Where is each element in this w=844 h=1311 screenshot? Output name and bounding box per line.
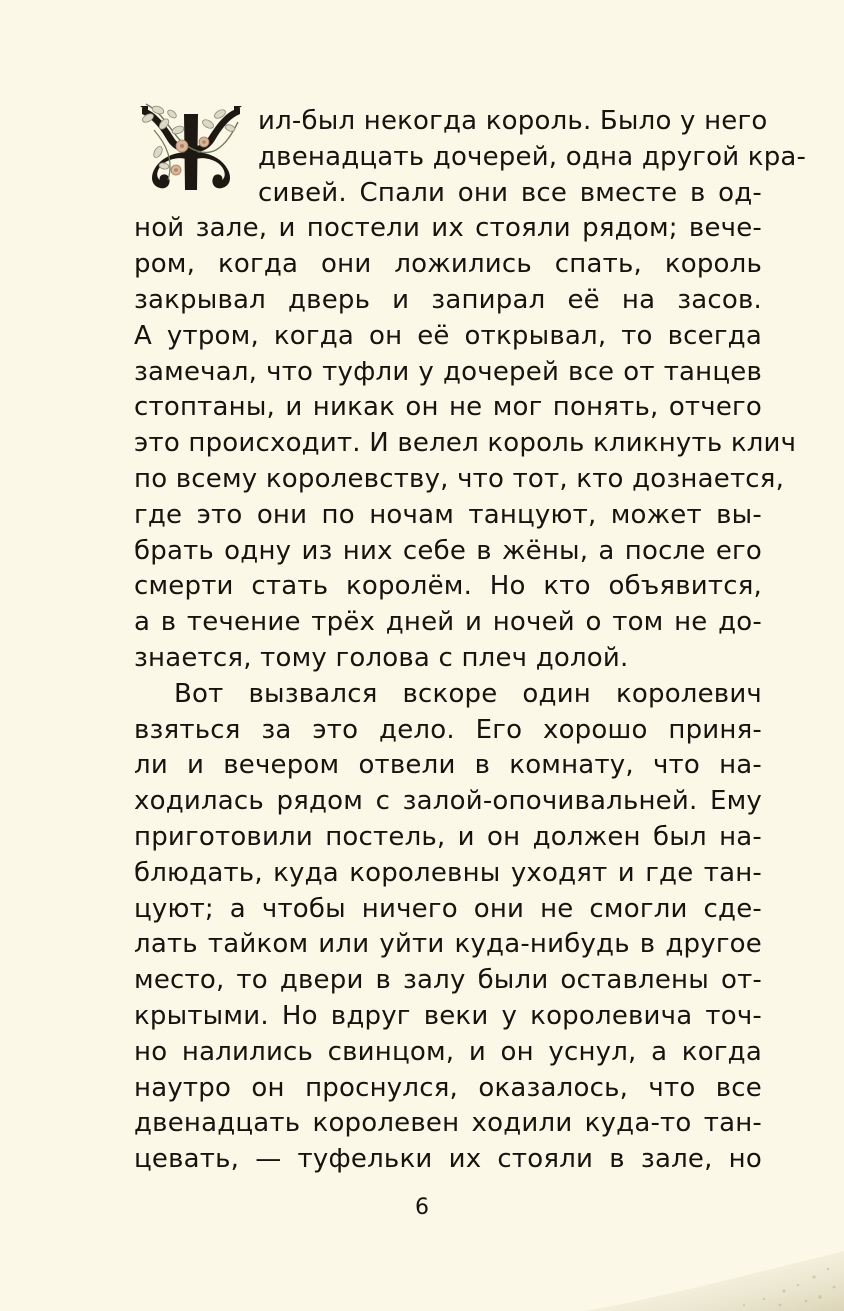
text-line: взяться за это дело. Его хорошо приня- [134, 715, 762, 745]
paper-texture-decoration [584, 1241, 844, 1311]
text-line: ной зале, и постели их стояли рядом; вече- [134, 213, 762, 243]
text-line: цуют; а чтобы ничего они не смогли сде- [134, 894, 762, 924]
text-line: ходилась рядом с залой-опочивальней. Ему [134, 786, 762, 816]
text-line: по всему королевству, что тот, кто дознается, [134, 464, 785, 494]
text-line: цевать, — туфельки их стояли в зале, но [134, 1144, 762, 1174]
text-line: блюдать, куда королевны уходят и где тан- [134, 858, 762, 888]
page-number: 6 [415, 1195, 429, 1220]
text-line: наутро он проснулся, оказалось, что все [134, 1073, 762, 1103]
text-line: ром, когда они ложились спать, король [134, 249, 762, 279]
text-line: замечал, что туфли у дочерей все от танцев [134, 357, 762, 387]
text-line: двенадцать дочерей, одна другой кра- [258, 142, 807, 172]
text-line: закрывал дверь и запирал её на засов. [134, 285, 762, 315]
text-line: приготовили постель, и он должен был на- [134, 822, 762, 852]
text-line: а в течение трёх дней и ночей о том не до- [134, 607, 762, 637]
text-line: знается, тому голова с плеч долой. [134, 643, 629, 673]
text-line: смерти стать королём. Но кто объявится, [134, 571, 762, 601]
text-line: Вот вызвался вскоре один королевич [174, 679, 762, 709]
text-line: это происходит. И велел король кликнуть клич [134, 428, 797, 458]
text-line: двенадцать королевен ходили куда-то тан- [134, 1108, 762, 1138]
text-line: ли и вечером отвели в комнату, что на- [134, 750, 762, 780]
text-line: лать тайком или уйти куда-нибудь в другое [134, 929, 762, 959]
text-line: место, то двери в залу были оставлены от- [134, 965, 762, 995]
text-line: но налились свинцом, и он уснул, а когда [134, 1037, 762, 1067]
text-line: крытыми. Но вдруг веки у королевича точ- [134, 1001, 762, 1031]
text-line: ил-был некогда король. Было у него [258, 106, 768, 136]
text-line: брать одну из них себе в жёны, а после его [134, 536, 762, 566]
text-line: где это они по ночам танцуют, может вы- [134, 500, 762, 530]
text-line: стоптаны, и никак он не мог понять, отчего [134, 392, 762, 422]
text-line: А утром, когда он её открывал, то всегда [134, 321, 762, 351]
dropcap-ornament [134, 100, 248, 192]
text-line: сивей. Спали они все вместе в од- [258, 178, 762, 208]
